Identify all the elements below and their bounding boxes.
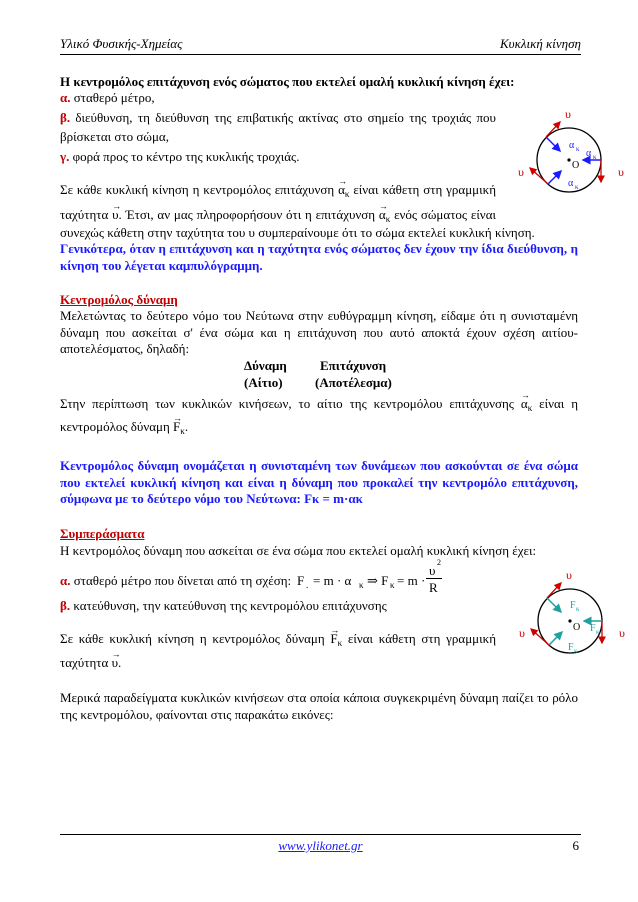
cause-sub: (Αίτιο) <box>244 375 283 390</box>
svg-text:υ: υ <box>619 626 625 640</box>
intro-heading: Η κεντρομόλος επιτάχυνση ενός σώματος που εκτελεί ομαλή κυκλική κίνηση έχει: <box>60 74 515 89</box>
page-number: 6 <box>572 838 579 853</box>
force-para-3: αποτελέσματος, δηλαδή: <box>60 341 190 356</box>
force-para-2: δύναμη που ασκείται σ' ένα σώμα και η επιτάχυνση που αυτό αποκτά έχουν σχέση αιτίου- <box>60 325 578 340</box>
svg-text:F: F <box>570 600 576 611</box>
conclusion-perp-2: ταχύτητα → υ. <box>60 655 121 671</box>
svg-text:κ: κ <box>574 647 578 655</box>
closing-line-1: Μερικά παραδείγματα κυκλικών κινήσεων στα οποία κάποια συγκεκριμένη δύναμη παίζει το ρόλο <box>60 690 578 705</box>
intro-item-b-cont: βρίσκεται στο σώμα, <box>60 129 169 144</box>
figure-acceleration <box>510 104 630 196</box>
section-title-force: Κεντρομόλος δύναμη <box>60 292 178 307</box>
svg-text:O: O <box>573 622 581 633</box>
svg-text:F: F <box>590 623 596 634</box>
center-point <box>568 619 571 622</box>
force-arrow-3 <box>549 632 562 645</box>
svg-text:υ: υ <box>618 165 624 179</box>
footer-link[interactable]: www.ylikonet.gr <box>278 838 363 853</box>
perp-line-1: Σε κάθε κυκλική κίνηση η κεντρομόλος $\varepsilon\pi\iota\tau ά\chi\upsilon\nu\sigma\eta \to \alpha_\kappa$ είναι κάθετη στη γραμμική <box>60 182 496 202</box>
definition-line-1: Κεντρομόλος δύναμη ονομάζεται η συνισταμένη των δυνάμεων που ασκούνται σε ένα σώμα <box>60 458 578 473</box>
header-right: Κυκλική κίνηση <box>500 36 581 51</box>
intro-item-b: β. διεύθυνση, τη διεύθυνση της επιβατικής ακτίνας στο σημείο της τροχιάς που <box>60 110 496 125</box>
svg-text:α: α <box>586 148 592 159</box>
svg-text:υ: υ <box>566 568 572 582</box>
svg-text:υ: υ <box>519 626 525 640</box>
definition-line-2: που εκτελεί κυκλική κίνηση και είναι η δύναμη που προκαλεί την κεντρομόλο επιτάχυνση, <box>60 475 578 490</box>
header-left: Υλικό Φυσικής-Χημείας <box>60 36 183 51</box>
page-header <box>60 36 581 55</box>
cause-label: Δύναμη <box>244 358 287 373</box>
definition-line-3: σύμφωνα με το δεύτερο νόμο του Νεύτωνα: Fκ = m·ακ <box>60 491 363 506</box>
section-title-conclusions: Συμπεράσματα <box>60 526 145 541</box>
perp-line-2: ταχύτητα → υ. Έτσι, αν μας πληροφορήσουν ότι η $\varepsilon\pi\iota\tau ά\chi\upsilon\nu\sigma\eta \to \alpha_\kappa$ ενός σώματος είναι <box>60 207 496 227</box>
svg-text:κ: κ <box>593 153 597 161</box>
conclusions-intro: Η κεντρομόλος δύναμη που ασκείται σε ένα σώμα που εκτελεί ομαλή κυκλική κίνηση έχει: <box>60 543 537 558</box>
conclusion-a: α. σταθερό μέτρο που δίνεται από τη σχέση: <box>60 573 292 588</box>
closing-line-2: της κεντρομόλου, φαίνονται στις παρακάτω εικόνες: <box>60 707 334 722</box>
curvilinear-note-1: Γενικότερα, όταν η επιτάχυνση και η ταχύτητα ενός σώματος δεν έχουν την ίδια διεύθυνση, η <box>60 241 578 256</box>
force-arrow-1 <box>547 598 561 612</box>
effect-sub: (Αποτέλεσμα) <box>315 375 392 390</box>
intro-item-a: α. σταθερό μέτρο, <box>60 90 155 105</box>
page-footer <box>60 834 581 853</box>
svg-text:O: O <box>572 160 580 171</box>
svg-text:κ: κ <box>596 628 600 636</box>
centripetal-force-formula: F . = m · α κ ⇒ F κ = m · υ 2 R <box>297 558 441 595</box>
accel-arrow-1 <box>546 137 560 151</box>
svg-text:α: α <box>568 178 574 189</box>
svg-text:F: F <box>568 642 574 653</box>
figure-centripetal-force <box>510 566 630 658</box>
conclusion-perp-1: Σε κάθε κυκλική κίνηση η κεντρομόλος $\delta ύ\nu\alpha\mu\eta \to F_\kappa$ είναι κάθετη στη γραμμική <box>60 631 496 651</box>
svg-text:υ: υ <box>565 107 571 121</box>
force-para-5: κεντρομόλος $\delta ύ\nu\alpha\mu\eta \to F_\kappa$. <box>60 419 188 439</box>
accel-arrow-3 <box>548 171 561 184</box>
curvilinear-note-2: κίνηση του λέγεται καμπυλόγραμμη. <box>60 258 263 273</box>
force-para-4: Στην περίπτωση των κυκλικών κινήσεων, το αίτιο της κεντρομόλου $\varepsilon\pi\iota\tau ά\chi\upsilon\nu\sigma\eta\varsigma \to \alpha_\kappa$ είναι η <box>60 396 578 416</box>
svg-text:κ: κ <box>575 183 579 191</box>
intro-item-g: γ. φορά προς το κέντρο της κυκλικής τροχιάς. <box>60 149 300 164</box>
svg-text:κ: κ <box>576 605 580 613</box>
svg-text:υ: υ <box>518 165 524 179</box>
svg-text:κ: κ <box>576 145 580 153</box>
svg-text:α: α <box>569 140 575 151</box>
effect-label: Επιτάχυνση <box>320 358 387 373</box>
perp-line-3: συνεχώς κάθετη στην ταχύτητα του υ συμπεραίνουμε ότι το σώμα εκτελεί κυκλική κίνηση. <box>60 225 535 240</box>
conclusion-b: β. κατεύθυνση, την κατεύθυνση της κεντρομόλου επιτάχυνσης <box>60 598 387 613</box>
force-para-1: Μελετώντας το δεύτερο νόμο του Νεύτωνα στην ευθύγραμμη κίνηση, είδαμε ότι η συνισταμένη <box>60 308 578 323</box>
center-point <box>567 158 570 161</box>
